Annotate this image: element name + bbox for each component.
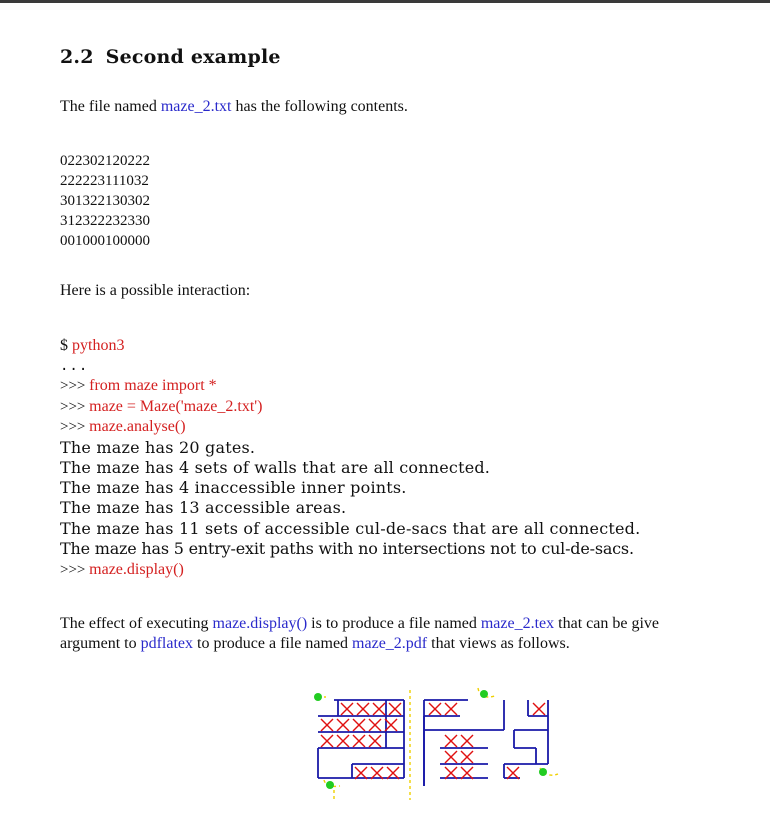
file-line: 222223111032 <box>60 173 149 189</box>
repl-prompt: >>> <box>60 562 90 578</box>
section-title: Second example <box>105 46 281 68</box>
intro-text-after: has the following contents. <box>231 98 408 115</box>
pdflatex-link[interactable]: pdflatex <box>140 635 193 652</box>
repl-prompt: >>> <box>60 419 90 435</box>
file-line: 312322232330 <box>60 213 150 229</box>
entry-dot <box>480 690 488 698</box>
repl-command: maze = Maze('maze_2.txt') <box>89 398 263 415</box>
file-line: 022302120222 <box>60 153 150 169</box>
maze-paths <box>318 688 558 800</box>
ellipsis: ... <box>60 358 89 374</box>
repl-command: maze.display() <box>89 561 184 578</box>
repl-prompt: >>> <box>60 378 90 394</box>
shell-command: python3 <box>72 337 125 354</box>
intro-file-link[interactable]: maze_2.txt <box>160 98 232 115</box>
effect-pdf-file-link[interactable]: maze_2.pdf <box>352 635 428 652</box>
repl-command: from maze import * <box>89 377 217 394</box>
output-line: The maze has 4 sets of walls that are all connected. <box>60 458 491 477</box>
entry-dot <box>539 768 547 776</box>
effect-text: that views as follows. <box>427 635 570 652</box>
output-line: The maze has 5 entry-exit paths with no intersections not to cul-de-sacs. <box>60 539 634 558</box>
output-line: The maze has 11 sets of accessible cul-de-sacs that are all connected. <box>60 519 641 538</box>
output-line: The maze has 20 gates. <box>60 438 256 457</box>
repl-prompt: >>> <box>60 399 90 415</box>
section-number: 2.2 <box>60 46 94 68</box>
repl-command: maze.analyse() <box>89 418 186 435</box>
maze-crosses <box>321 703 545 779</box>
effect-command-link[interactable]: maze.display() <box>212 615 308 632</box>
file-line: 001000100000 <box>60 233 150 249</box>
entry-dot <box>326 781 334 789</box>
entry-dot <box>314 693 322 701</box>
interaction-intro: Here is a possible interaction: <box>60 282 251 299</box>
effect-text: is to produce a file named <box>307 615 481 632</box>
effect-text: that can be give <box>554 615 659 632</box>
effect-text: The effect of executing <box>60 615 213 632</box>
intro-text-before: The file named <box>60 98 161 115</box>
output-line: The maze has 4 inaccessible inner points. <box>60 478 407 497</box>
effect-tex-file-link[interactable]: maze_2.tex <box>480 615 555 632</box>
output-line: The maze has 13 accessible areas. <box>60 498 347 517</box>
file-line: 301322130302 <box>60 193 150 209</box>
effect-text: argument to <box>60 635 141 652</box>
shell-dollar: $ <box>60 337 72 354</box>
effect-text: to produce a file named <box>193 635 353 652</box>
